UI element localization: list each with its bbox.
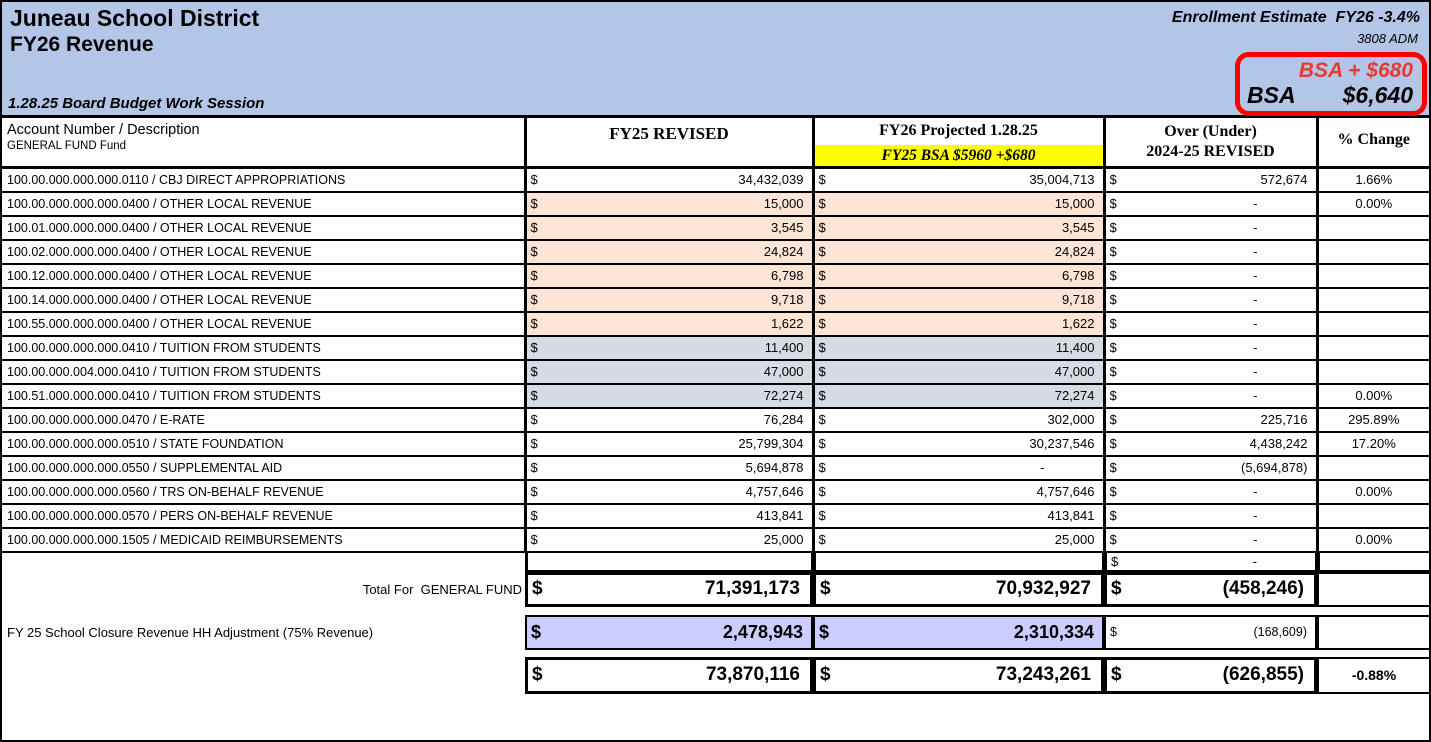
amount: 6,798 xyxy=(1061,268,1095,283)
fy25-cell xyxy=(525,384,813,408)
total-fy25-cell xyxy=(525,572,813,607)
over-under-cell xyxy=(1104,168,1317,192)
hh-change-cell xyxy=(1317,615,1429,650)
amount: 5,694,878 xyxy=(745,460,804,475)
currency-symbol: $ xyxy=(1109,340,1117,355)
currency-symbol: $ xyxy=(818,172,826,188)
bsa-amount-line xyxy=(1240,83,1422,108)
table-row xyxy=(2,312,1429,336)
currency-symbol: $ xyxy=(530,244,538,259)
currency-symbol: $ xyxy=(1109,244,1117,259)
currency-symbol: $ xyxy=(818,532,826,547)
currency-symbol: $ xyxy=(530,412,538,427)
currency-symbol: $ xyxy=(1111,553,1119,569)
amount: 73,243,261 xyxy=(995,664,1091,685)
amount: 72,274 xyxy=(1054,388,1095,403)
account-cell: 100.00.000.000.000.0550 / SUPPLEMENTAL AID xyxy=(2,456,525,480)
account-cell: 100.55.000.000.000.0400 / OTHER LOCAL REVENUE xyxy=(2,312,525,336)
account-cell: 100.00.000.000.000.0410 / TUITION FROM STUDENTS xyxy=(2,336,525,360)
fy26-cell xyxy=(813,504,1104,528)
fy26-cell xyxy=(813,264,1104,288)
table-row xyxy=(2,456,1429,480)
bsa-plus-line: BSA + $680 xyxy=(1298,59,1413,83)
amount: (168,609) xyxy=(1253,625,1307,639)
amount: 3,545 xyxy=(1061,220,1095,235)
gap-row xyxy=(2,607,1429,615)
over-under-cell xyxy=(1104,528,1317,552)
amount: 72,274 xyxy=(763,388,804,403)
over-header-line2: 2024-25 REVISED xyxy=(1146,143,1275,160)
table-row xyxy=(2,336,1429,360)
fy26-header-line1: FY26 Projected 1.28.25 xyxy=(879,122,1038,139)
grand-fy26-cell xyxy=(813,657,1104,694)
fy25-cell xyxy=(525,360,813,384)
amount: - xyxy=(1253,484,1258,499)
amount: - xyxy=(1253,292,1258,307)
fy25-cell xyxy=(525,240,813,264)
over-under-cell xyxy=(1104,456,1317,480)
fy26-cell xyxy=(813,528,1104,552)
page-subtitle: FY26 Revenue xyxy=(10,33,154,56)
currency-symbol: $ xyxy=(530,196,538,211)
amount: 9,718 xyxy=(770,292,804,307)
amount: 34,432,039 xyxy=(738,172,804,188)
currency-symbol: $ xyxy=(530,172,538,188)
table-row xyxy=(2,504,1429,528)
pct-change-cell: 295.89% xyxy=(1317,408,1429,432)
currency-symbol: $ xyxy=(1109,508,1117,523)
currency-symbol: $ xyxy=(818,244,826,259)
table-row xyxy=(2,528,1429,552)
gap-row xyxy=(2,650,1429,657)
pct-change-cell xyxy=(1317,264,1429,288)
currency-symbol: $ xyxy=(818,196,826,211)
grand-over-cell xyxy=(1104,657,1317,694)
amount: 24,824 xyxy=(1054,244,1095,259)
amount: - xyxy=(1253,532,1258,547)
amount: 225,716 xyxy=(1260,412,1308,427)
over-under-cell xyxy=(1104,336,1317,360)
amount: 11,400 xyxy=(1055,340,1095,355)
grand-total-desc-cell xyxy=(2,657,525,694)
fy25-cell xyxy=(525,216,813,240)
table-row xyxy=(2,264,1429,288)
currency-symbol: $ xyxy=(530,532,538,547)
pct-change-cell xyxy=(1317,312,1429,336)
pct-change-cell xyxy=(1317,360,1429,384)
currency-symbol: $ xyxy=(1109,412,1117,427)
currency-symbol: $ xyxy=(1109,388,1117,403)
pct-change-cell xyxy=(1317,240,1429,264)
spacer-fy25-cell xyxy=(525,553,813,572)
currency-symbol: $ xyxy=(820,664,831,685)
currency-symbol: $ xyxy=(1109,220,1117,235)
table-row xyxy=(2,432,1429,456)
fy26-cell xyxy=(813,168,1104,192)
amount: - xyxy=(1253,508,1258,523)
fy26-cell xyxy=(813,408,1104,432)
pct-change-cell: 17.20% xyxy=(1317,432,1429,456)
account-cell: 100.00.000.000.000.1505 / MEDICAID REIMBURSEMENTS xyxy=(2,528,525,552)
column-header-account xyxy=(2,118,525,168)
currency-symbol: $ xyxy=(1109,268,1117,283)
amount: - xyxy=(1040,460,1045,475)
currency-symbol: $ xyxy=(1111,578,1122,599)
table-row xyxy=(2,192,1429,216)
header-band xyxy=(2,2,1429,118)
pct-change-cell xyxy=(1317,288,1429,312)
pct-change-cell: 0.00% xyxy=(1317,528,1429,552)
currency-symbol: $ xyxy=(530,364,538,379)
hh-over-cell xyxy=(1104,615,1317,650)
pct-change-cell: 0.00% xyxy=(1317,384,1429,408)
currency-symbol: $ xyxy=(1109,196,1117,211)
currency-symbol: $ xyxy=(1111,664,1122,685)
hh-adjustment-label: FY 25 School Closure Revenue HH Adjustment (75% Revenue) xyxy=(7,624,374,640)
currency-symbol: $ xyxy=(818,388,826,403)
currency-symbol: $ xyxy=(530,292,538,307)
hh-fy26-cell xyxy=(813,615,1104,650)
fy26-cell xyxy=(813,360,1104,384)
amount: 1,622 xyxy=(1061,316,1095,331)
currency-symbol: $ xyxy=(818,364,826,379)
amount: 1,622 xyxy=(770,316,804,331)
amount: 4,438,242 xyxy=(1249,436,1308,451)
currency-symbol: $ xyxy=(530,484,538,499)
account-cell: 100.00.000.000.000.0510 / STATE FOUNDATION xyxy=(2,432,525,456)
over-under-cell xyxy=(1104,360,1317,384)
table-row xyxy=(2,480,1429,504)
amount: 413,841 xyxy=(756,508,804,523)
fy25-cell xyxy=(525,528,813,552)
grand-change-cell: -0.88% xyxy=(1317,657,1429,694)
amount: 73,870,116 xyxy=(705,664,800,685)
currency-symbol: $ xyxy=(818,508,826,523)
amount: - xyxy=(1252,553,1257,569)
fy26-cell xyxy=(813,480,1104,504)
adm-label: 3808 ADM xyxy=(1357,31,1418,46)
amount: 25,000 xyxy=(763,532,804,547)
account-cell: 100.00.000.000.000.0110 / CBJ DIRECT APPROPRIATIONS xyxy=(2,168,525,192)
amount: 302,000 xyxy=(1047,412,1095,427)
amount: 15,000 xyxy=(763,196,804,211)
spacer-change-cell xyxy=(1317,553,1429,572)
account-cell: 100.12.000.000.000.0400 / OTHER LOCAL REVENUE xyxy=(2,264,525,288)
table-header-row xyxy=(2,118,1429,168)
currency-symbol: $ xyxy=(1109,364,1117,379)
currency-symbol: $ xyxy=(530,316,538,331)
currency-symbol: $ xyxy=(530,268,538,283)
over-under-cell xyxy=(1104,408,1317,432)
fy25-cell xyxy=(525,432,813,456)
account-cell: 100.00.000.000.000.0400 / OTHER LOCAL REVENUE xyxy=(2,192,525,216)
currency-symbol: $ xyxy=(818,436,826,451)
spacer-over-cell xyxy=(1104,553,1317,572)
over-under-cell xyxy=(1104,216,1317,240)
amount: 572,674 xyxy=(1260,172,1308,188)
currency-symbol: $ xyxy=(820,578,831,599)
account-header-line2: GENERAL FUND Fund xyxy=(7,140,127,152)
account-cell: 100.00.000.000.000.0570 / PERS ON-BEHALF REVENUE xyxy=(2,504,525,528)
fy25-cell xyxy=(525,168,813,192)
revenue-table xyxy=(2,118,1429,553)
currency-symbol: $ xyxy=(818,484,826,499)
amount: - xyxy=(1253,244,1258,259)
amount: (458,246) xyxy=(1222,578,1304,599)
fy26-cell xyxy=(813,336,1104,360)
account-cell: 100.00.000.004.000.0410 / TUITION FROM STUDENTS xyxy=(2,360,525,384)
fy25-cell xyxy=(525,264,813,288)
table-row xyxy=(2,360,1429,384)
currency-symbol: $ xyxy=(1109,460,1117,475)
amount: 25,799,304 xyxy=(738,436,804,451)
over-under-cell xyxy=(1104,504,1317,528)
total-change-cell xyxy=(1317,572,1429,607)
currency-symbol: $ xyxy=(532,578,543,599)
fy25-cell xyxy=(525,192,813,216)
fy26-cell xyxy=(813,240,1104,264)
fy25-cell xyxy=(525,456,813,480)
total-over-cell xyxy=(1104,572,1317,607)
amount: 70,932,927 xyxy=(995,578,1091,599)
currency-symbol: $ xyxy=(530,460,538,475)
amount: 71,391,173 xyxy=(704,578,800,599)
currency-symbol: $ xyxy=(1109,484,1117,499)
table-row xyxy=(2,168,1429,192)
table-row xyxy=(2,216,1429,240)
column-header-fy26 xyxy=(813,118,1104,168)
hh-adjustment-row xyxy=(2,615,1429,650)
amount: 6,798 xyxy=(770,268,804,283)
session-label: 1.28.25 Board Budget Work Session xyxy=(8,95,265,112)
amount: 2,310,334 xyxy=(1013,621,1094,642)
amount: 24,824 xyxy=(763,244,804,259)
amount: - xyxy=(1253,268,1258,283)
totals-section xyxy=(2,553,1429,694)
currency-symbol: $ xyxy=(818,220,826,235)
fy25-cell xyxy=(525,504,813,528)
fy25-cell xyxy=(525,480,813,504)
account-cell: 100.02.000.000.000.0400 / OTHER LOCAL REVENUE xyxy=(2,240,525,264)
over-under-cell xyxy=(1104,432,1317,456)
pct-change-cell: 0.00% xyxy=(1317,192,1429,216)
over-under-cell xyxy=(1104,480,1317,504)
account-cell: 100.51.000.000.000.0410 / TUITION FROM STUDENTS xyxy=(2,384,525,408)
amount: 413,841 xyxy=(1047,508,1095,523)
currency-symbol: $ xyxy=(819,621,830,642)
amount: (626,855) xyxy=(1222,664,1304,685)
amount: 25,000 xyxy=(1054,532,1095,547)
amount: 76,284 xyxy=(763,412,804,427)
page-title: Juneau School District xyxy=(10,5,260,31)
hh-fy25-cell xyxy=(525,615,813,650)
pct-change-cell: 1.66% xyxy=(1317,168,1429,192)
account-cell: 100.00.000.000.000.0560 / TRS ON-BEHALF REVENUE xyxy=(2,480,525,504)
over-under-cell xyxy=(1104,240,1317,264)
currency-symbol: $ xyxy=(818,292,826,307)
spacer-row xyxy=(2,553,1429,572)
amount: - xyxy=(1253,196,1258,211)
account-cell: 100.00.000.000.000.0470 / E-RATE xyxy=(2,408,525,432)
total-fy26-cell xyxy=(813,572,1104,607)
currency-symbol: $ xyxy=(530,508,538,523)
amount: - xyxy=(1253,388,1258,403)
fy26-cell xyxy=(813,384,1104,408)
grand-total-row xyxy=(2,657,1429,694)
currency-symbol: $ xyxy=(1109,292,1117,307)
currency-symbol: $ xyxy=(530,436,538,451)
amount: - xyxy=(1253,220,1258,235)
currency-symbol: $ xyxy=(818,460,826,475)
account-cell: 100.14.000.000.000.0400 / OTHER LOCAL REVENUE xyxy=(2,288,525,312)
fy25-cell xyxy=(525,408,813,432)
amount: 47,000 xyxy=(1054,364,1095,379)
currency-symbol: $ xyxy=(818,340,826,355)
fy26-header-highlight: FY25 BSA $5960 +$680 xyxy=(815,145,1103,166)
over-under-cell xyxy=(1104,192,1317,216)
currency-symbol: $ xyxy=(531,621,542,642)
over-under-cell xyxy=(1104,312,1317,336)
over-header-line1: Over (Under) xyxy=(1164,123,1257,140)
currency-symbol: $ xyxy=(530,388,538,403)
currency-symbol: $ xyxy=(532,664,543,685)
fy26-cell xyxy=(813,192,1104,216)
amount: - xyxy=(1253,340,1258,355)
table-row xyxy=(2,240,1429,264)
over-under-cell xyxy=(1104,288,1317,312)
pct-change-cell xyxy=(1317,456,1429,480)
pct-change-cell xyxy=(1317,504,1429,528)
currency-symbol: $ xyxy=(1109,316,1117,331)
pct-change-cell: 0.00% xyxy=(1317,480,1429,504)
fy25-cell xyxy=(525,312,813,336)
amount: 11,400 xyxy=(764,340,804,355)
pct-change-cell xyxy=(1317,336,1429,360)
enrollment-estimate: Enrollment Estimate FY26 -3.4% xyxy=(1171,9,1420,26)
column-header-pct-change: % Change xyxy=(1317,118,1429,168)
currency-symbol: $ xyxy=(818,412,826,427)
amount: (5,694,878) xyxy=(1241,460,1308,475)
over-under-cell xyxy=(1104,264,1317,288)
currency-symbol: $ xyxy=(818,268,826,283)
revenue-table-body xyxy=(2,168,1429,552)
bsa-callout-box xyxy=(1235,52,1427,116)
general-fund-total-row xyxy=(2,572,1429,607)
bsa-value: $6,640 xyxy=(1342,82,1413,109)
table-row xyxy=(2,408,1429,432)
currency-symbol: $ xyxy=(1109,172,1117,188)
amount: 9,718 xyxy=(1061,292,1095,307)
amount: 15,000 xyxy=(1054,196,1095,211)
pct-change-cell xyxy=(1317,216,1429,240)
spacer-fy26-cell xyxy=(813,553,1104,572)
currency-symbol: $ xyxy=(530,220,538,235)
fy26-cell xyxy=(813,288,1104,312)
currency-symbol: $ xyxy=(1109,532,1117,547)
over-under-cell xyxy=(1104,384,1317,408)
currency-symbol: $ xyxy=(1110,625,1117,639)
bsa-label: BSA xyxy=(1247,82,1296,109)
account-header-line1: Account Number / Description xyxy=(7,122,200,138)
amount: 47,000 xyxy=(763,364,804,379)
amount: 4,757,646 xyxy=(745,484,804,499)
table-row xyxy=(2,384,1429,408)
amount: 4,757,646 xyxy=(1036,484,1095,499)
spacer-desc-cell xyxy=(2,553,525,572)
fy25-cell xyxy=(525,288,813,312)
fy26-cell xyxy=(813,216,1104,240)
amount: - xyxy=(1253,364,1258,379)
fy26-cell xyxy=(813,456,1104,480)
amount: 2,478,943 xyxy=(722,621,803,642)
table-row xyxy=(2,288,1429,312)
currency-symbol: $ xyxy=(530,340,538,355)
fy26-cell xyxy=(813,312,1104,336)
amount: 35,004,713 xyxy=(1029,172,1095,188)
fy26-cell xyxy=(813,432,1104,456)
currency-symbol: $ xyxy=(1109,436,1117,451)
column-header-fy25: FY25 REVISED xyxy=(525,118,813,168)
amount: - xyxy=(1253,316,1258,331)
total-label: Total For GENERAL FUND xyxy=(362,581,522,597)
grand-fy25-cell xyxy=(525,657,813,694)
account-cell: 100.01.000.000.000.0400 / OTHER LOCAL REVENUE xyxy=(2,216,525,240)
amount: 30,237,546 xyxy=(1029,436,1095,451)
column-header-over-under xyxy=(1104,118,1317,168)
fy25-cell xyxy=(525,336,813,360)
amount: 3,545 xyxy=(770,220,804,235)
currency-symbol: $ xyxy=(818,316,826,331)
